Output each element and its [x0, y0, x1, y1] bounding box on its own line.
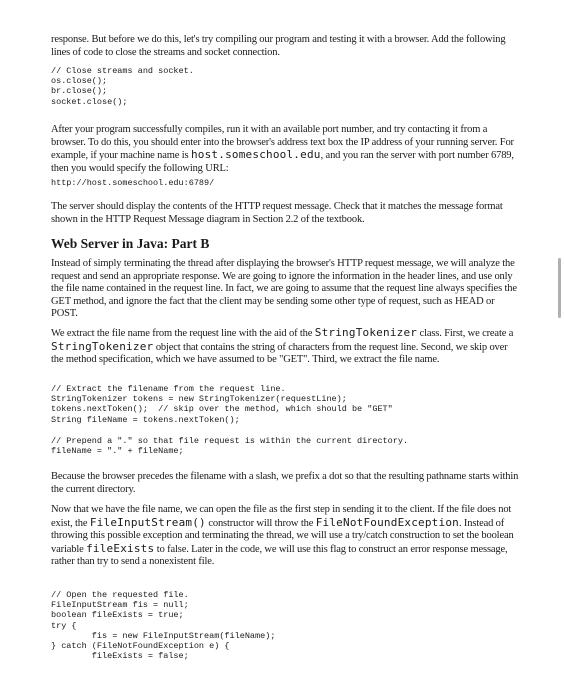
code-block-prepend-dot: // Prepend a "." so that file request is within the current directory. fileName = "." + fileName;	[51, 436, 409, 457]
paragraph-text: response. But before we do this, let's try compiling our program and testing it with a browser. Add the following lines of code to close the streams and socket connection.	[51, 34, 506, 58]
paragraph-text: After your program successfully compiles, run it with an available port number, and try contacting it from a browser. To do this, you should enter into the browser's address text box the IP address of your running server. For example, if your machine name is	[51, 124, 514, 162]
paragraph-text: Because the browser precedes the filename with a slash, we prefix a dot so that the resulting pathname starts within the current directory.	[51, 471, 519, 495]
section-heading: Web Server in Java: Part B	[51, 236, 210, 251]
inline-code-fileinputstream: FileInputStream()	[89, 515, 206, 529]
paragraph-open-file	[51, 504, 521, 569]
code-block-open-file: // Open the requested file. FileInputStream fis = null; boolean fileExists = true; try { fis = new FileInputStream(fileName); } catch (FileNotFoundException e) { fileExists = false;	[51, 590, 276, 662]
inline-code-hostname: host.someschool.edu	[190, 148, 321, 162]
paragraph-text: We extract the file name from the request line with the aid of the	[51, 328, 315, 339]
paragraph-text: . Instead of throwing this possible exception and terminating the thread, we will use a try/catch construction to set the boolean variable	[51, 517, 514, 555]
paragraph-text: to false. Later in the code, we will use this flag to construct an error response message, rather than try to send a nonexistent file.	[51, 543, 508, 568]
inline-code-filenotfoundexception: FileNotFoundException	[315, 515, 459, 529]
paragraph-run-server	[51, 124, 521, 175]
paragraph-text: Now that we have the file name, we can open the file as the first step in sending it to the client. If the file does not exist, the	[51, 504, 512, 529]
paragraph-extract-filename	[51, 327, 521, 367]
inline-code-fileexists: fileExists	[86, 541, 155, 555]
paragraph-prefix-dot	[51, 471, 521, 496]
paragraph-close-streams	[51, 34, 521, 59]
paragraph-display-request	[51, 201, 521, 226]
paragraph-text: The server should display the contents of the HTTP request message. Check that it matches the message format shown in the HTTP Request Message diagram in Section 2.2 of the textbook.	[51, 201, 503, 225]
scrollbar-thumb[interactable]	[558, 258, 561, 318]
paragraph-text: constructor will throw the	[205, 517, 316, 529]
code-url: http://host.someschool.edu:6789/	[51, 178, 215, 188]
code-block-close-streams: // Close streams and socket. os.close(); br.close(); socket.close();	[51, 66, 194, 107]
code-block-extract-filename: // Extract the filename from the request line. StringTokenizer tokens = new StringTokenizer(requestLine); tokens.nextToken(); // skip over the method, which should be "GET" String fileName = tokens.nextToken();	[51, 384, 393, 425]
paragraph-text: Instead of simply terminating the thread after displaying the browser's HTTP request message, we will analyze the request and send an appropriate response. We are going to ignore the information in the header lines, and use only the file name contained in the request line. In fact, we are going to assume that the request line always specifies the GET method, and ignore the fact that the client may be sending some other type of request, such as HEAD or POST.	[51, 258, 517, 320]
paragraph-text: , and you ran the server with port number 6789, then you would specify the following URL:	[51, 150, 514, 174]
inline-code-stringtokenizer: StringTokenizer	[51, 339, 154, 353]
paragraph-analyze-request	[51, 258, 521, 321]
paragraph-text: class. First, we create a	[417, 328, 514, 339]
paragraph-text: object that contains the string of characters from the request line. Second, we skip over the method specification, which we have assumed to be "GET". Third, we extract the file name.	[51, 341, 508, 366]
inline-code-stringtokenizer: StringTokenizer	[314, 326, 418, 339]
